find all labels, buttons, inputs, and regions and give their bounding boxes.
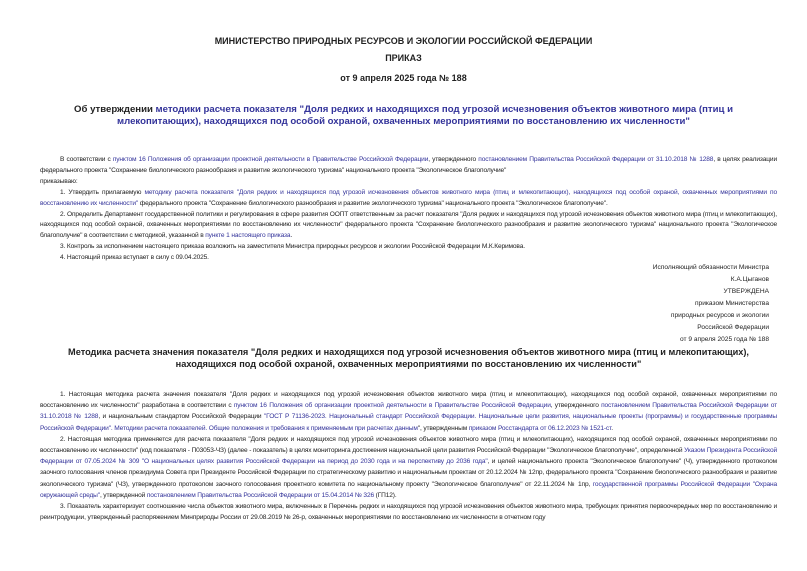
document-link[interactable]: государственной программы Российской Федерации "Охрана окружающей среды": [40, 480, 777, 499]
document-link[interactable]: пункте 1 настоящего приказа: [205, 232, 291, 240]
document-link[interactable]: приказом Росстандарта от 06.12.2023 № 1521-ст: [468, 424, 612, 432]
paragraph-text: 3. Показатель характеризует соотношение числа объектов животного мира, включенных в Перечень редких и находящихся под угрозой исчезновения объектов животного мира, требующих принятия первоочередных мер по восстановлению и реинтродукции, утвержденный распоряжением Минприроды России от 29.08.2019 № 26-р, охваченных мероприятиями по восстановлению их численности в отчетном году: [40, 503, 777, 522]
paragraph: [40, 434, 777, 501]
document-link[interactable]: постановлением Правительства Российской Федерации от 15.04.2014 № 326: [146, 491, 374, 499]
approved-by-line: Российской Федерации: [697, 324, 769, 331]
paragraph-text: 1. Настоящая методика расчета значения показателя "Доля редких и находящихся под угрозой исчезновения объектов животного мира (птиц и млекопитающих), находящихся под особой охраной, охваченных мероприятиями по восстановлению их численности" разработана в соответствии с: [40, 391, 777, 410]
subject-methodology-link[interactable]: методики расчета показателя "Доля редких и находящихся под угрозой исчезновения объектов животного мира (птиц и млекопитающих), находящихся под особой охраной, охваченных мероприятиями по восстановлению их численности": [117, 104, 733, 127]
paragraph-text: , и целей национального проекта "Экологическое благополучие" (Ч), утвержденного протоколом заочного голосования членов президиума Совета при Президенте Российской Федерации по стратегическому развитию и национальным проектам от 20.12.2024 № 12пр, федерального проекта "Сохранение биологического разнообразия и развитие экологического туризма" (ЧЗ), утвержденного протоколом заочного голосования проектного комитета по национальному проекту "Экологическое благополучие" от 22.11.2024 № 1пр,: [40, 458, 777, 488]
paragraph: [40, 501, 777, 523]
paragraph: [40, 210, 777, 243]
subject-text: Об утверждении: [74, 104, 156, 115]
paragraph-text: , утвержденного: [428, 156, 479, 163]
paragraph: [40, 177, 777, 188]
paragraph-text: 4. Настоящий приказ вступает в силу с 09.04.2025.: [60, 254, 209, 262]
paragraph-text: , утвержденного: [550, 402, 602, 410]
document-link[interactable]: Указом Президента Российской Федерации от 07.05.2024 № 309 "О национальных целях развития Российской Федерации на период до 2030 года и на перспективу до 2036 года": [40, 447, 778, 466]
approved-label: УТВЕРЖДЕНА: [723, 288, 769, 295]
paragraph: [40, 389, 777, 434]
document-link[interactable]: "ГОСТ Р 71136-2023. Национальный стандарт Российской Федерации. Национальные цели развития, национальные проекты (программы) и государственные программы Российской Федерации". Методики расчета показателей. Общие положения и требования к применяемым при расчетах данным: [40, 413, 778, 432]
paragraph-text: .: [611, 424, 613, 432]
document-link[interactable]: методику расчета показателя "Доля редких и находящихся под угрозой исчезновения объектов животного мира (птиц и млекопитающих), находящихся под особой охраной, охваченных мероприятиями по восстановлению их численности": [40, 188, 777, 207]
paragraph: [40, 188, 777, 210]
order-date: от 9 апреля 2025 года № 188: [340, 73, 467, 83]
paragraph-text: приказываю:: [40, 177, 78, 185]
document-link[interactable]: пунктом 16 Положения об организации проектной деятельности в Правительстве Российской Федерации: [233, 402, 551, 410]
paragraph: [40, 242, 777, 253]
document-link[interactable]: постановлением Правительства Российской Федерации от 31.10.2018 № 1288: [40, 402, 778, 421]
paragraph-text: федерального проекта "Сохранение биологического разнообразия и развитие экологического туризма" национального проекта "Экологическое благополучие".: [138, 199, 608, 207]
paragraph-text: 3. Контроль за исполнением настоящего приказа возложить на заместителя Министра природных ресурсов и экологии Российской Федерации М.К.Керимова.: [60, 243, 525, 251]
document-link[interactable]: пунктом 16 Положения об организации проектной деятельности в Правительстве Российской Федерации: [112, 156, 429, 163]
ministry-heading: МИНИСТЕРСТВО ПРИРОДНЫХ РЕСУРСОВ И ЭКОЛОГИИ РОССИЙСКОЙ ФЕДЕРАЦИИ: [214, 36, 593, 46]
paragraph-text: , и национальным стандартом Российской Федерации: [98, 413, 264, 421]
paragraph-text: ", утвержденным: [417, 424, 469, 432]
paragraph-text: .: [290, 232, 293, 240]
paragraph-text: 1. Утвердить прилагаемую: [60, 188, 145, 196]
paragraph-text: В соответствии с: [60, 156, 113, 163]
methodology-body: [40, 389, 777, 523]
paragraph: [40, 155, 777, 177]
paragraph-text: (ГП12).: [374, 491, 397, 499]
signer-name: К.А.Цыганов: [730, 276, 769, 283]
approved-by-line: приказом Министерства: [694, 300, 769, 307]
approved-by-line: природных ресурсов и экологии: [670, 312, 769, 319]
paragraph-text: , в целях реализации федерального проекта "Сохранение биологического разнообразия и развитие экологического туризма" национального проекта "Экологическое благополучие": [40, 156, 777, 174]
signer-title: Исполняющий обязанности Министра: [652, 264, 769, 271]
document-link[interactable]: постановлением Правительства Российской Федерации от 31.10.2018 № 1288: [478, 156, 714, 163]
paragraph-text: 2. Настоящая методика применяется для расчета показателя "Доля редких и находящихся под угрозой исчезновения объектов животного мира (птиц и млекопитающих), находящихся под особой охраной, охваченных мероприятиями по восстановлению их численности" (код показателя - П03053-ЧЗ) (далее - показатель) в целях мониторинга достижения национальной цели развития Российской Федерации "Экологическое благополучие", определенной: [40, 435, 777, 455]
order-subject: [60, 104, 747, 128]
order-heading: ПРИКАЗ: [385, 53, 422, 63]
signature-block: [653, 262, 769, 346]
paragraph-text: , утвержденной: [99, 491, 147, 499]
methodology-title: Методика расчета значения показателя "Доля редких и находящихся под угрозой исчезновения объектов животного мира (птиц и млекопитающих), находящихся под особой охраной, охваченных мероприятиями по восстановлению их численности": [68, 347, 749, 369]
paragraph-text: 2. Определить Департамент государственной политики и регулирования в сфере развития ООПТ ответственным за расчет показателя "Доля редких и находящихся под угрозой исчезновения объектов животного мира (птиц и млекопитающих), находящихся под особой охраной, охваченных мероприятиями по восстановлению их численности" федерального проекта "Сохранение биологического разнообразия и развитие экологического туризма" национального проекта "Экологическое благополучие" в соответствии с методикой, указанной в: [40, 210, 777, 240]
approved-date: от 9 апреля 2025 года № 188: [679, 336, 769, 343]
order-body: [40, 155, 777, 264]
